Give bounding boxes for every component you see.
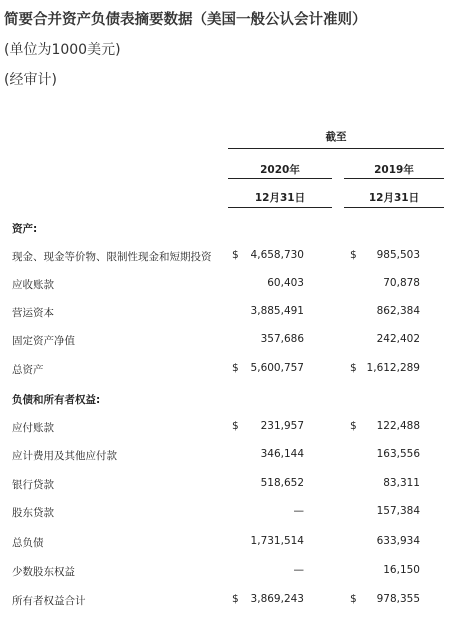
- section-label: 资产:: [12, 223, 38, 235]
- header-as-of: 截至: [325, 131, 347, 143]
- unit-note: (单位为1000美元): [4, 42, 121, 58]
- table-row: [0, 420, 451, 436]
- value-2019: 157,384: [376, 505, 420, 517]
- table-row: [0, 505, 451, 521]
- header-date-2020: 12月31日: [254, 192, 306, 204]
- value-2020: 60,403: [267, 277, 304, 289]
- value-2019: 16,150: [383, 564, 420, 576]
- header-year-2019: 2019年: [374, 164, 414, 176]
- table-row: [0, 277, 451, 293]
- currency-2019: $: [350, 362, 357, 374]
- value-2020: 1,731,514: [250, 535, 304, 547]
- value-2019: 163,556: [376, 448, 420, 460]
- currency-2020: $: [232, 249, 239, 261]
- value-2020: 3,869,243: [250, 593, 304, 605]
- value-2019: 862,384: [376, 305, 420, 317]
- currency-2019: $: [350, 593, 357, 605]
- row-label: 总资产: [12, 364, 44, 376]
- section-label: 负债和所有者权益:: [12, 394, 101, 406]
- table-row: [0, 448, 451, 464]
- table-row-total: [0, 362, 451, 378]
- value-2020: —: [293, 564, 304, 576]
- header-divider: [228, 207, 332, 208]
- value-2019: 122,488: [376, 420, 420, 432]
- row-label: 股东贷款: [12, 507, 54, 519]
- row-label: 少数股东权益: [12, 566, 75, 578]
- value-2020: 346,144: [260, 448, 304, 460]
- header-divider: [228, 178, 332, 179]
- value-2019: 633,934: [376, 535, 420, 547]
- page-title: 简要合并资产负债表摘要数据（美国一般公认会计准则）: [4, 12, 367, 28]
- row-label: 银行贷款: [12, 479, 54, 491]
- table-row: [0, 249, 451, 265]
- table-row-total: [0, 535, 451, 551]
- value-2020: 231,957: [260, 420, 304, 432]
- row-label: 应付账款: [12, 422, 54, 434]
- header-divider: [344, 178, 444, 179]
- audit-note: (经审计): [4, 72, 57, 88]
- value-2019: 985,503: [376, 249, 420, 261]
- header-date-2019: 12月31日: [368, 192, 420, 204]
- header-divider: [228, 148, 444, 149]
- row-label: 现金、现金等价物、限制性现金和短期投资: [12, 251, 212, 263]
- value-2019: 242,402: [376, 333, 420, 345]
- table-row: [0, 564, 451, 580]
- value-2020: 5,600,757: [250, 362, 304, 374]
- row-label: 固定资产净值: [12, 335, 75, 347]
- value-2020: 357,686: [260, 333, 304, 345]
- value-2020: —: [293, 505, 304, 517]
- header-divider: [344, 207, 444, 208]
- value-2019: 83,311: [383, 477, 420, 489]
- currency-2020: $: [232, 362, 239, 374]
- table-row: [0, 477, 451, 493]
- currency-2020: $: [232, 593, 239, 605]
- row-label: 所有者权益合计: [12, 595, 86, 607]
- value-2019: 1,612,289: [366, 362, 420, 374]
- row-label: 营运资本: [12, 307, 54, 319]
- value-2020: 4,658,730: [250, 249, 304, 261]
- currency-2020: $: [232, 420, 239, 432]
- value-2020: 3,885,491: [250, 305, 304, 317]
- currency-2019: $: [350, 249, 357, 261]
- header-year-2020: 2020年: [260, 164, 300, 176]
- table-row-total: [0, 593, 451, 609]
- row-label: 总负债: [12, 537, 44, 549]
- value-2019: 70,878: [383, 277, 420, 289]
- table-row: [0, 305, 451, 321]
- row-label: 应收账款: [12, 279, 54, 291]
- section-assets: [0, 221, 451, 237]
- row-label: 应计费用及其他应付款: [12, 450, 117, 462]
- table-row: [0, 333, 451, 349]
- value-2020: 518,652: [260, 477, 304, 489]
- value-2019: 978,355: [376, 593, 420, 605]
- currency-2019: $: [350, 420, 357, 432]
- section-liabilities-equity: [0, 392, 451, 408]
